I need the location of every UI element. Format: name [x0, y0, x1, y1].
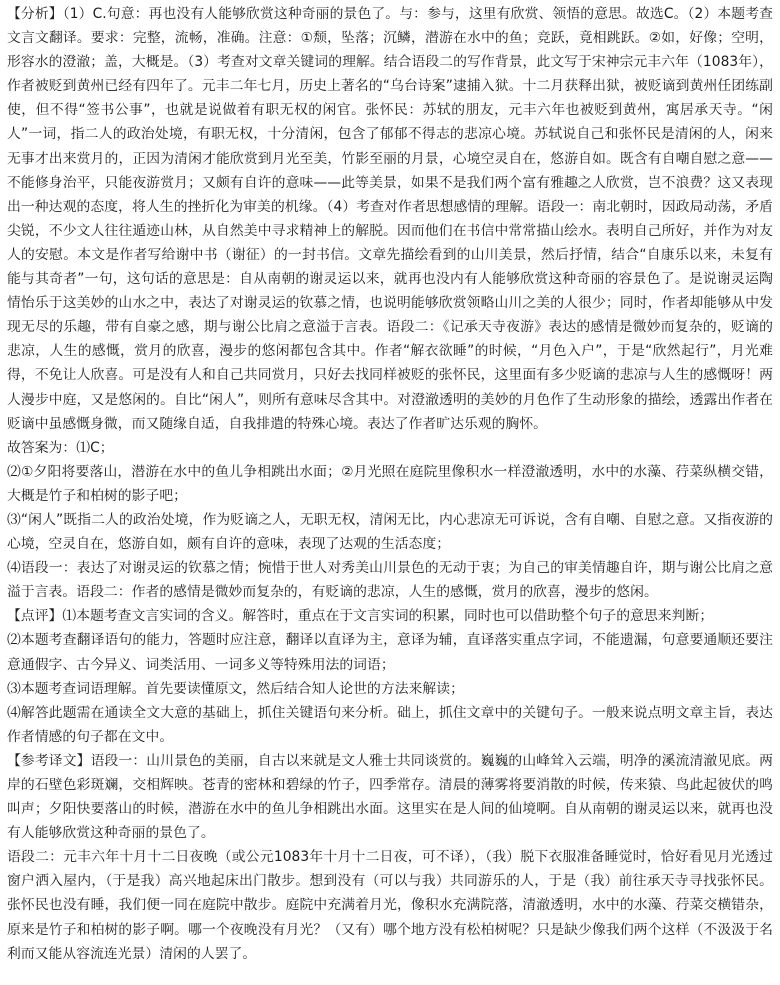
- translation-para-2: 语段二：元丰六年十月十二日夜晚（或公元1083年十月十二日夜，可不译），（我）脱下衣服准备睡觉时，恰好看见月光透过窗户洒入屋内，（于是我）高兴地起床出门散步。想到没有（可以与我）共同游乐的人，于是（我）前往承天寺寻找张怀民。张怀民也没有睡，我们便一同在庭院中散步。庭院中充满着月光，像积水充满院落，清澈透明，水中的水藻、荇菜交横错杂，原来是竹子和柏树的影子啊。哪一个夜晚没有月光？（又有）哪个地方没有松柏树呢？只是缺少像我们两个这样（不汲汲于名利而又能从容流连光景）清闲的人罢了。: [7, 849, 773, 962]
- comment-text-4: ⑷解答此题需在通读全文大意的基础上，抓住关键语句来分析。础上，抓住文章中的关键句子。一般来说点明文章主旨，表达作者情感的句子都在文中。: [7, 704, 773, 745]
- comment-text-1: ⑴本题考查文言实词的含义。解答时，重点在于文言实词的积累，同时也可以借助整个句子的意思来判断；: [62, 608, 714, 625]
- comment-tag: 【点评】: [7, 608, 63, 625]
- translation-section: [7, 749, 773, 845]
- analysis-tag: 【分析】: [7, 6, 63, 22]
- answer-line-2: ⑵①夕阳将要落山，潜游在水中的鱼儿争相跳出水面；②月光照在庭院里像积水一样澄澈透明，水中的水藻、荇菜纵横交错，大概是竹子和柏树的影子吧；: [7, 463, 773, 504]
- translation-para-1: 语段一：山川景色的美丽，自古以来就是文人雅士共同谈赏的。巍巍的山峰耸入云端，明净的溪流清澈见底。两岸的石壁色彩斑斓，交相辉映。苍青的密林和碧绿的竹子，四季常存。清晨的薄雾将要消散的时候，传来猿、鸟此起彼伏的鸣叫声；夕阳快要落山的时候，潜游在水中的鱼儿争相跳出水面。这里实在是人间的仙境啊。自从南朝的谢灵运以来，就再也没有人能够欣赏这种奇丽的景色了。: [7, 752, 773, 842]
- comment-section: [7, 604, 773, 628]
- analysis-text: （1）C.句意：再也没有人能够欣赏这种奇丽的景色了。与：参与，这里有欣赏、领悟的意思。故选C。（2）本题考查文言文翻译。要求：完整，流畅，准确。注意：①颓，坠落；沉鳞，潜游在水中的鱼；竞跃，竟相跳跃。②如，好像；空明，形容水的澄澈；盖，大概是。（3）考查对文章关键词的理解。结合语段二的写作背景，此文写于宋神宗元丰六年（1083年），作者被贬到黄州已经有四年了。元丰二年七月，历史上著名的“乌台诗案”逮捕入狱。十二月获释出狱，被贬谪到黄州任团练副使，但不得“签书公事”，也就是说做着有职无权的闲官。张怀民：苏轼的朋友，元丰六年也被贬到黄州，寓居承天寺。“闲人”一词，指二人的政治处境，有职无权，十分清闲，包含了郁郁不得志的悲凉心境。苏轼说自己和张怀民是清闲的人，闲来无事才出来赏月的，正因为清闲才能欣赏到月光至美，竹影至丽的月景，心境空灵自在，悠游自如。既含有自嘲自慰之意——不能修身治平，只能夜游赏月；又颇有自许的意味——此等美景，如果不是我们两个富有雅趣之人欣赏，岂不浪费？这又表现出一种达观的态度，将人生的挫折化为审美的机缘。（4）考查对作者思想感情的理解。语段一：南北朝时，因政局动荡，矛盾尖锐，不少文人往往遁迹山林，从自然美中寻求精神上的解脱。因而他们在书信中常常描山绘水。表明自己所好，并作为对友人的安慰。本文是作者写给谢中书（谢征）的一封书信。文章先描绘看到的山川美景，然后抒情，结合“自康乐以来，未复有能与其奇者”一句，这句话的意思是：自从南朝的谢灵运以来，就再也没内有人能够欣赏这种奇丽的容景色了。是说谢灵运陶情怡乐于这美妙的山水之中，表达了对谢灵运的钦慕之情，也说明能够欣赏领略山川之美的人很少；同时，作者却能够从中发现无尽的乐趣，带有自豪之感，期与谢公比肩之意溢于言表。语段二：《记承天寺夜游》表达的感情是微妙而复杂的，贬谪的悲凉，人生的感慨，赏月的欣喜，漫步的悠闲都包含其中。作者“解衣欲睡”的时候，“月色入户”，于是“欣然起行”，月光难得，不免让人欣喜。可是没有人和自己共同赏月，只好去找同样被贬的张怀民，这里面有多少贬谪的悲凉与人生的感慨呀！两人漫步中庭，又是悠闲的。自比“闲人”，则所有意味尽含其中。对澄澈透明的美妙的月色作了生动形象的描绘，透露出作者在贬谪中虽感慨身微，而又随缘自适，自我排遣的特殊心境。表达了作者旷达乐观的胸怀。: [7, 6, 774, 432]
- answer-line-1: 故答案为：⑴C；: [7, 439, 114, 456]
- analysis-section: [7, 2, 773, 436]
- translation-tag: 【参考译文】: [7, 752, 91, 769]
- answer-line-3: ⑶“闲人”既指二人的政治处境，作为贬谪之人，无职无权，清闲无比，内心悲凉无可诉说，含有自嘲、自慰之意。又指夜游的心境，空灵自在，悠游自如，颇有自许的意味，表现了达观的生活态度；: [7, 511, 773, 553]
- answer-line-4: ⑷语段一：表达了对谢灵运的钦慕之情；惋惜于世人对秀美山川景色的无动于衷；为自己的审美情趣自许，期与谢公比肩之意溢于言表。语段二：作者的感情是微妙而复杂的，有贬谪的悲凉，人生的感慨，赏月的欣喜，漫步的悠闲。: [7, 560, 773, 601]
- comment-text-2: ⑵本题考查翻译语句的能力，答题时应注意，翻译以直译为主，意译为辅，直译落实重点字词，不能遗漏，句意要通顺还要注意通假字、古今异义、词类活用、一词多义等特殊用法的词语；: [7, 632, 773, 673]
- comment-text-3: ⑶本题考查词语理解。首先要读懂原文，然后结合知人论世的方法来解读；: [7, 680, 464, 697]
